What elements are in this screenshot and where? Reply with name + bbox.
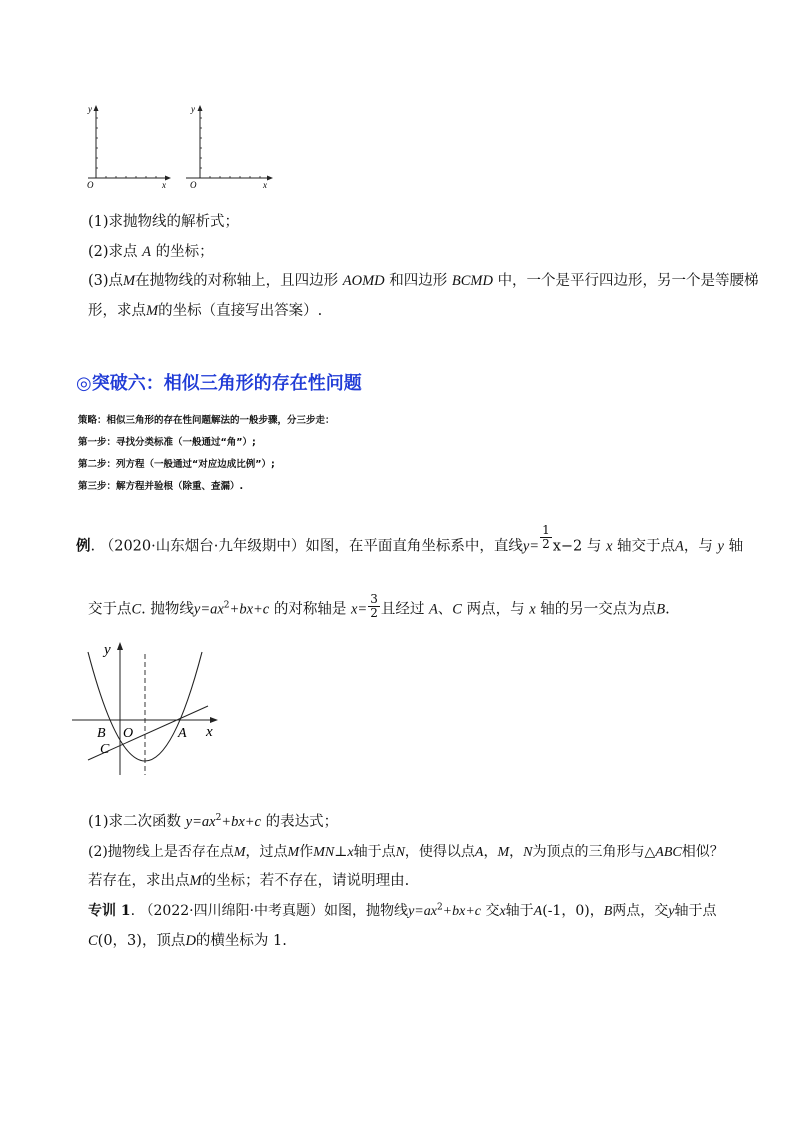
example-line-1: 例. （2020·山东烟台·九年级期中）如图，在平面直角坐标系中，直线y= $\frac{1}{2}$ x−2 与 x 轴交于点A，与 y 轴 — [76, 523, 744, 555]
graph-x-arrow — [210, 717, 218, 723]
fraction-one-half: $\frac{1}{2}$ — [542, 523, 550, 551]
example-line-2: 交于点C. 抛物线$y=ax^2+bx+c$ 的对称轴是 x= $\frac{3}{2}$ 且经过 A、C 两点，与 x 轴的另一交点为点B. — [88, 592, 670, 620]
problem-part-3-cont: 形，求点M的坐标（直接写出答案）. — [88, 303, 323, 319]
problem-part-3: (3)点M在抛物线的对称轴上，且四边形 AOMD 和四边形 BCMD 中，一个是平行四边形，另一个是等腰梯 — [88, 273, 759, 289]
parabola-graph — [68, 640, 228, 780]
axes1-ticks — [96, 118, 156, 178]
graph-origin-label: O — [123, 726, 134, 741]
strategy-line-2: 第一步：寻找分类标准（一般通过“角”）; — [78, 437, 256, 448]
graph-point-c-label: C — [100, 742, 110, 757]
question-2: (2)抛物线上是否存在点M，过点M作MN⊥x轴于点N，使得以点A，M，N为顶点的三角形与△ABC相似？ — [88, 844, 724, 860]
training-label: 专训 1 — [88, 903, 131, 919]
axes1-y-arrow — [94, 105, 99, 111]
strategy-line-3: 第二步：列方程（一般通过“对应边成比例”）; — [78, 459, 275, 470]
axes2-y-label: y — [191, 104, 195, 114]
axes2-x-label: x — [263, 180, 267, 190]
graph-y-label: y — [104, 642, 111, 658]
problem-part-2: (2)求点 A 的坐标； — [88, 244, 214, 260]
strategy-line-1: 策略：相似三角形的存在性问题解法的一般步骤，分三步走： — [78, 415, 335, 426]
graph-x-label: x — [206, 724, 213, 740]
question-1: (1)求二次函数 $y=ax^2+bx+c$ 的表达式； — [88, 813, 339, 830]
graph-point-b-label: B — [97, 726, 106, 741]
axes2-y-arrow — [198, 105, 203, 111]
example-label: 例 — [76, 537, 91, 555]
axes1-origin-label: O — [87, 180, 94, 190]
question-2-cont: 若存在，求出点M的坐标；若不存在，请说明理由. — [88, 873, 410, 889]
strategy-line-4: 第三步：解方程并验根（除重、查漏）. — [78, 481, 244, 492]
axes2-origin-label: O — [190, 180, 197, 190]
axes2-x-arrow — [267, 176, 273, 181]
problem-part-1: (1)求抛物线的解析式； — [88, 214, 240, 230]
section-heading: ◎突破六：相似三角形的存在性问题 — [76, 373, 362, 394]
training-line-2: C(0，3)，顶点D的横坐标为 1. — [88, 933, 287, 949]
graph-y-arrow — [117, 642, 123, 650]
blank-axes-figure — [80, 100, 280, 195]
axes2-ticks — [200, 118, 260, 178]
axes1-y-label: y — [88, 104, 92, 114]
graph-point-a-label: A — [178, 726, 187, 741]
training-line-1: 专训 1. （2022·四川绵阳·中考真题）如图，抛物线$y=ax^2+bx+c$ 交x轴于A(-1，0)，B两点，交y轴于点 — [88, 902, 717, 919]
fraction-three-halves: $\frac{3}{2}$ — [370, 592, 378, 620]
axes1-x-label: x — [162, 180, 166, 190]
